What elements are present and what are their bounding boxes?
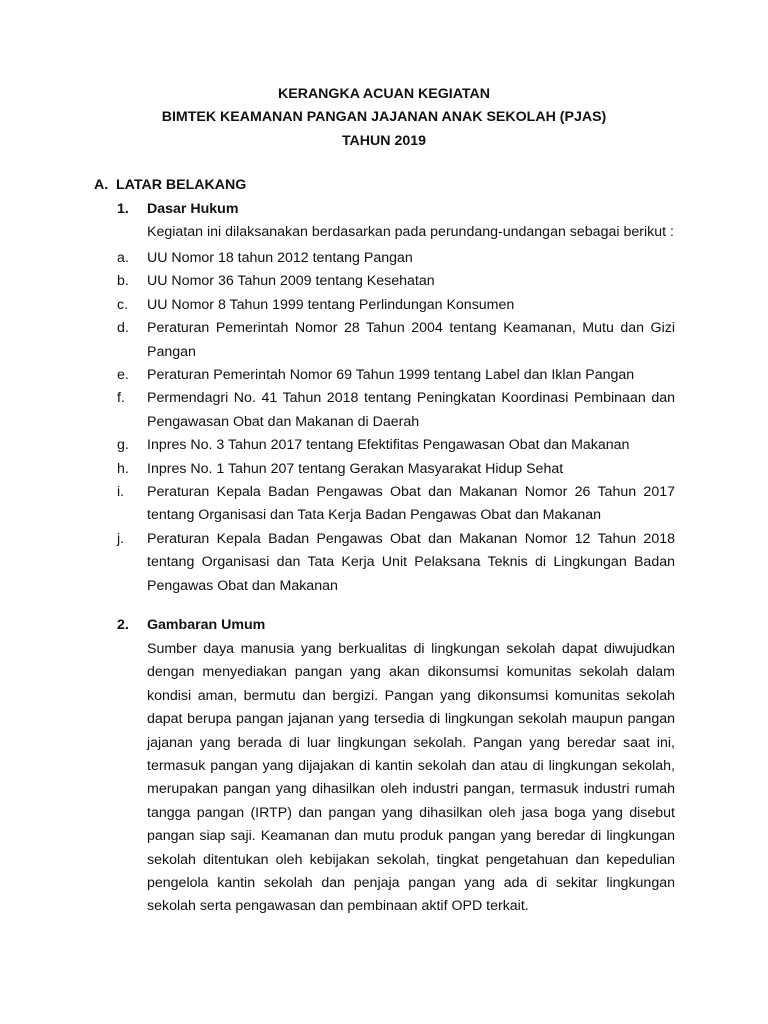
list-item [117,528,675,598]
list-item-letter: g. [117,437,129,454]
subsection-marker: 1. [117,201,129,217]
list-item [117,317,675,364]
subsection-dasar-hukum-heading [117,201,238,217]
subsection-title: Gambaran Umum [147,617,266,633]
list-item-text: UU Nomor 36 Tahun 2009 tentang Kesehatan [147,273,435,290]
section-a-heading [94,177,246,193]
list-item-letter: i. [117,484,125,501]
list-item-letter: c. [117,296,129,313]
list-item [117,434,675,457]
list-item-letter: b. [117,273,129,290]
legal-basis-list [117,247,675,598]
document-subtitle: BIMTEK KEAMANAN PANGAN JAJANAN ANAK SEKOLAH (PJAS) [161,109,607,125]
list-item-letter: d. [117,320,129,337]
list-item [117,247,675,270]
list-item-text: Inpres No. 3 Tahun 2017 tentang Efektifitas Pengawasan Obat dan Makanan [147,437,630,454]
list-item-text: UU Nomor 18 tahun 2012 tentang Pangan [147,250,413,266]
list-item-text: Peraturan Pemerintah Nomor 28 Tahun 2004 tentang Keamanan, Mutu dan Gizi Pangan [147,320,675,360]
dasar-hukum-intro: Kegiatan ini dilaksanakan berdasarkan pada perundang-undangan sebagai berikut : [147,224,674,240]
list-item-text: Inpres No. 1 Tahun 207 tentang Gerakan Masyarakat Hidup Sehat [147,460,564,477]
section-a-title: LATAR BELAKANG [116,177,247,193]
subsection-gambaran-umum-heading [117,617,265,633]
list-item-letter: a. [117,250,129,266]
subsection-title: Dasar Hukum [147,201,239,217]
list-item-text: Peraturan Pemerintah Nomor 69 Tahun 1999 tentang Label dan Iklan Pangan [147,367,635,384]
section-a-marker: A. [94,177,109,193]
list-item [117,387,675,434]
list-item [117,458,675,481]
list-item-text: Peraturan Kepala Badan Pengawas Obat dan Makanan Nomor 26 Tahun 2017 tentang Organisasi dan Tata Kerja Badan Pengawas Obat dan Makanan [147,484,675,524]
gambaran-umum-paragraph: Sumber daya manusia yang berkualitas di lingkungan sekolah dapat diwujudkan dengan menyediakan pangan yang akan dikonsumsi komunitas sekolah dalam kondisi aman, bermutu dan bergizi. Pangan yang dikonsumsi komunitas sekolah dapat berupa pangan jajanan yang tersedia di lingkungan sekolah maupun pangan jajanan yang berada di luar lingkungan sekolah. Pangan yang beredar saat ini, termasuk pangan yang dijajakan di kantin sekolah dan atau di lingkungan sekolah, merupakan pangan yang dihasilkan oleh industri pangan, termasuk industri rumah tangga pangan (IRTP) dan pangan yang dihasilkan oleh jasa boga yang disebut pangan siap saji. Keamanan dan mutu produk pangan yang beredar di lingkungan sekolah ditentukan oleh kebijakan sekolah, tingkat pengetahuan dan kepedulian pengelola kantin sekolah dan penjaja pangan yang ada di sekitar lingkungan sekolah serta pengawasan dan pembinaan aktif OPD terkait. [147,641,675,915]
subsection-marker: 2. [117,617,129,633]
list-item-letter: e. [117,367,129,384]
list-item-letter: h. [117,460,129,477]
list-item [117,481,675,528]
document-title: KERANGKA ACUAN KEGIATAN [277,86,490,102]
list-item [117,364,675,387]
list-item [117,270,675,293]
list-item-text: UU Nomor 8 Tahun 1999 tentang Perlindungan Konsumen [147,296,515,313]
list-item-letter: f. [117,390,125,407]
list-item-text: Peraturan Kepala Badan Pengawas Obat dan Makanan Nomor 12 Tahun 2018 tentang Organisasi dan Tata Kerja Unit Pelaksana Teknis di Lingkungan Badan Pengawas Obat dan Makanan [147,530,675,594]
list-item-text: Permendagri No. 41 Tahun 2018 tentang Peningkatan Koordinasi Pembinaan dan Pengawasan Obat dan Makanan di Daerah [147,390,675,430]
document-year: TAHUN 2019 [341,133,427,149]
list-item [117,294,675,317]
list-item-letter: j. [117,530,125,547]
